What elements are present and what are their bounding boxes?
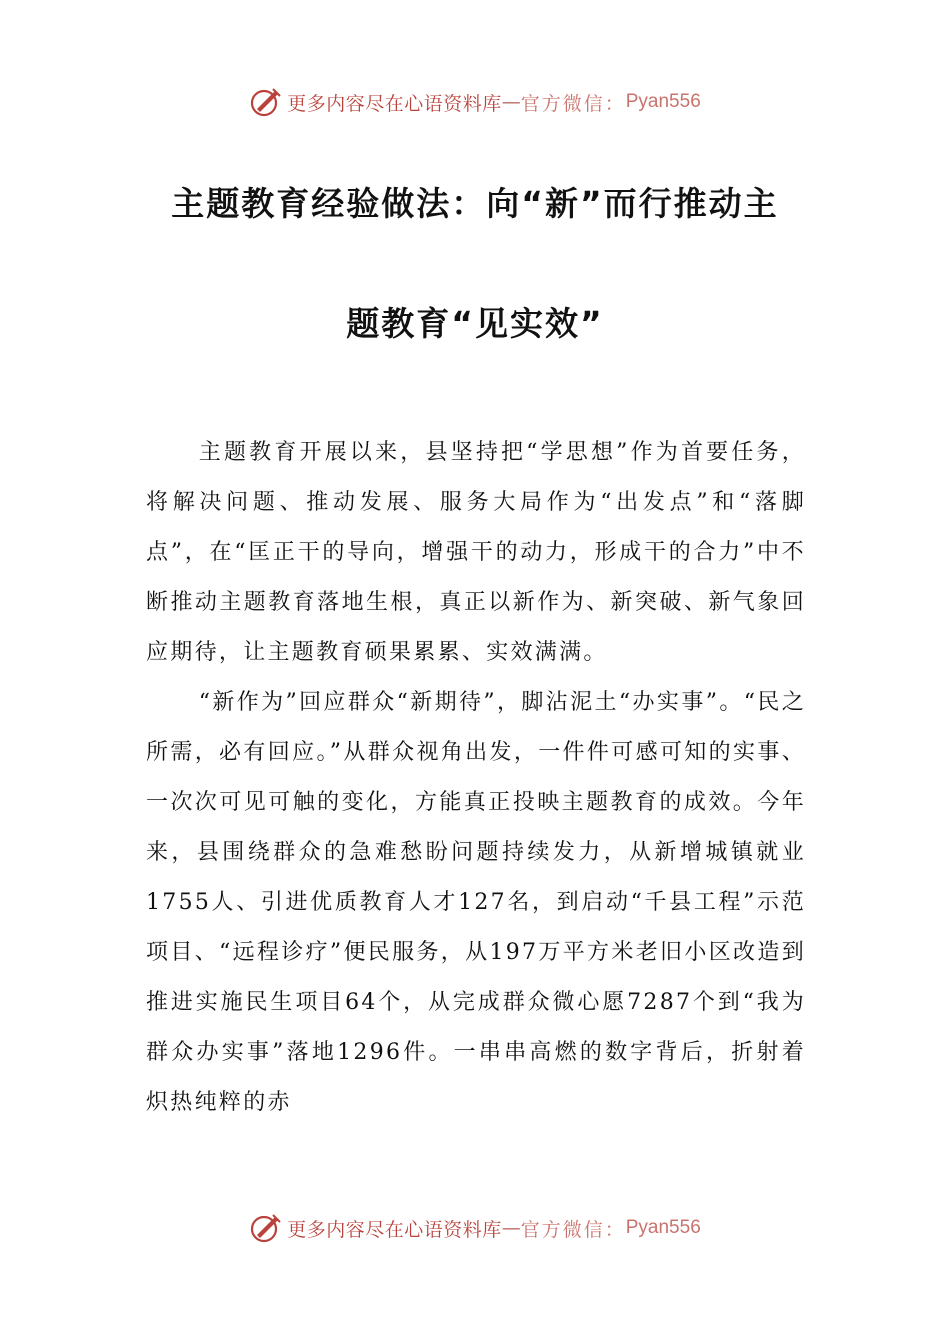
banner-label: 官方微信： <box>520 92 626 115</box>
banner-label: 官方微信： <box>520 1218 626 1241</box>
document-title-line-2: 题教育“见实效” <box>346 304 604 343</box>
banner-main-text: 更多内容尽在心语资料库 <box>287 1218 502 1241</box>
footer-watermark-banner <box>0 1208 950 1248</box>
banner-account: Pyan556 <box>625 1217 701 1238</box>
banner-main-text: 更多内容尽在心语资料库 <box>287 92 502 115</box>
header-watermark-banner <box>0 82 950 122</box>
banner-separator: — <box>501 1217 521 1239</box>
paragraph-1: 主题教育开展以来，县坚持把“学思想”作为首要任务，将解决问题、推动发展、服务大局作为“出发点”和“落脚点”，在“匡正干的导向，增强干的动力，形成干的合力”中不断推动主题教育落地生根，真正以新作为、新突破、新气象回应期待，让主题教育硕果累累、实效满满。 <box>146 440 806 665</box>
paragraph-2: “新作为”回应群众“新期待”，脚沾泥土“办实事”。“民之所需，必有回应。”从群众视角出发，一件件可感可知的实事、一次次可见可触的变化，方能真正投映主题教育的成效。今年来，县围绕群众的急难愁盼问题持续发力，从新增城镇就业1755人、引进优质教育人才127名，到启动“千县工程”示范项目、“远程诊疗”便民服务，从197万平方米老旧小区改造到推进实施民生项目64个，从完成群众微心愿7287个到“我为群众办实事”落地1296件。一串串高燃的数字背后，折射着炽热纯粹的赤 <box>146 690 806 1115</box>
banner-account: Pyan556 <box>625 91 701 112</box>
document-title-line-1: 主题教育经验做法：向“新”而行推动主 <box>171 184 779 223</box>
quill-logo-icon <box>249 1211 283 1245</box>
banner-separator: — <box>501 91 521 113</box>
document-body <box>146 428 806 1128</box>
quill-logo-icon <box>249 85 283 119</box>
